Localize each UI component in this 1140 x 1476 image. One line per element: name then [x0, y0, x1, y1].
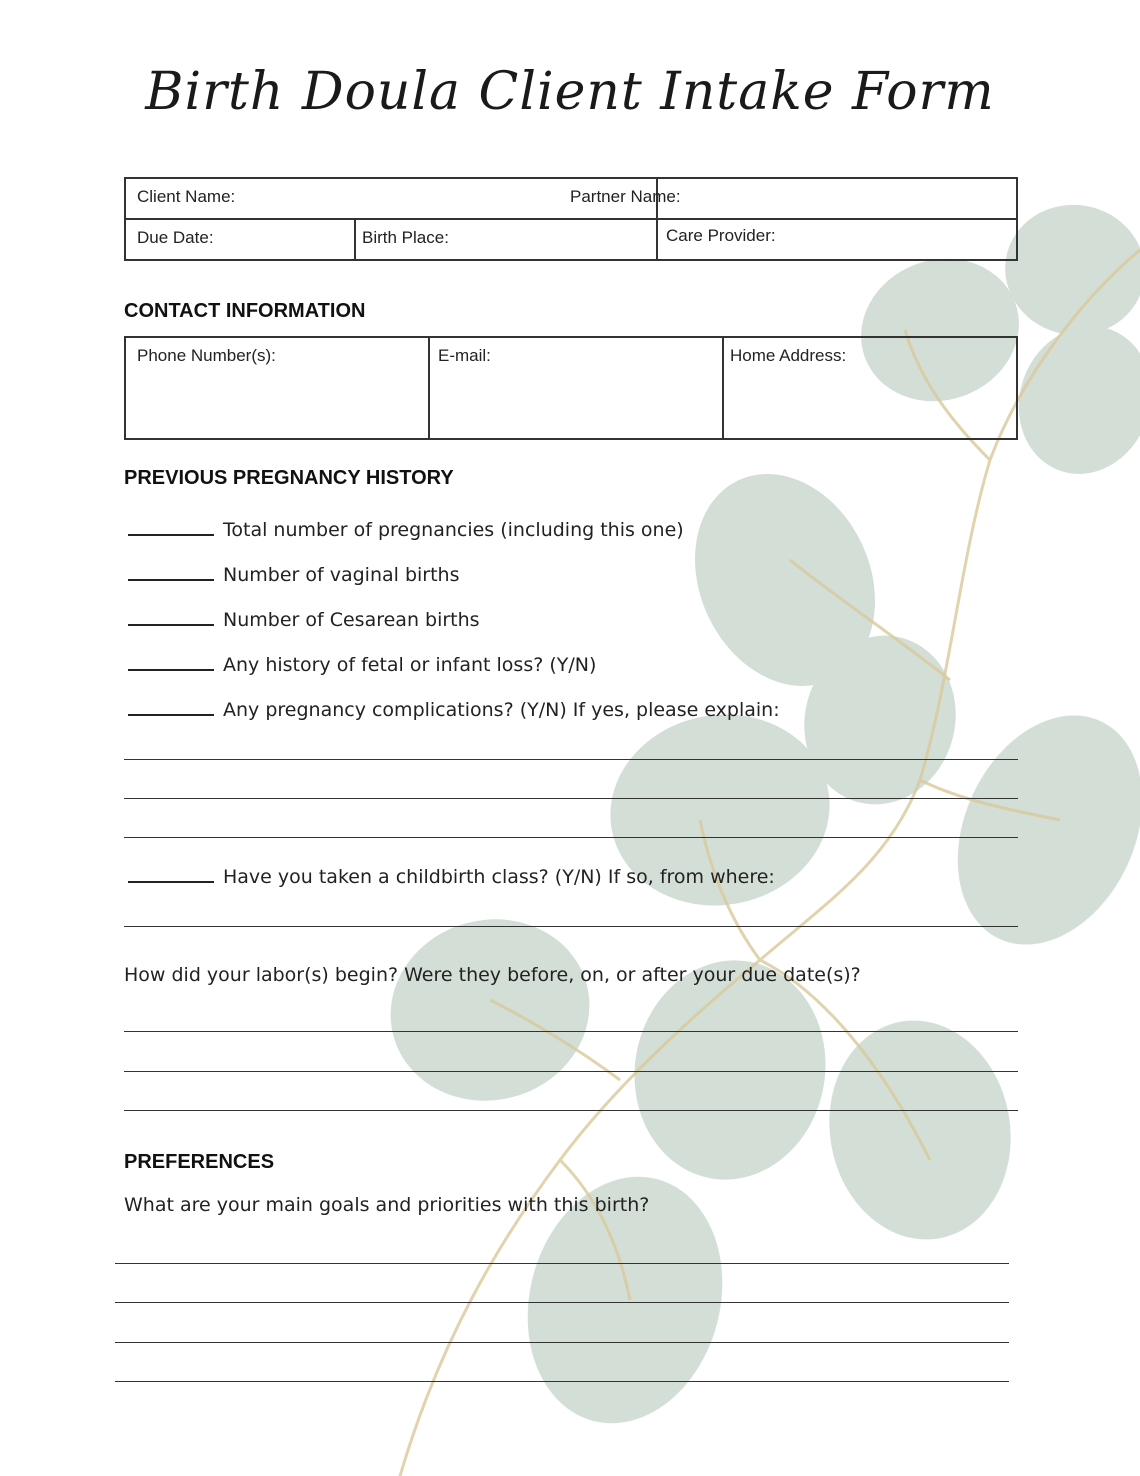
answer-line[interactable] — [124, 1110, 1018, 1111]
client-info-table — [124, 177, 1018, 261]
care-provider-field[interactable] — [657, 219, 1017, 260]
client-name-label: Client Name: — [137, 187, 236, 206]
address-label: Home Address: — [730, 346, 847, 365]
question-total-pregnancies — [128, 519, 684, 541]
labor-question: How did your labor(s) begin? Were they before, on, or after your due date(s)? — [124, 964, 861, 986]
answer-line[interactable] — [124, 1071, 1018, 1072]
question-fetal-loss — [128, 654, 596, 676]
pregnancy-history-heading: PREVIOUS PREGNANCY HISTORY — [124, 467, 454, 489]
question-childbirth-class — [128, 866, 775, 888]
answer-blank[interactable] — [128, 669, 214, 671]
question-complications — [128, 699, 780, 721]
answer-line[interactable] — [115, 1381, 1009, 1382]
contact-info-table — [124, 336, 1018, 440]
answer-blank[interactable] — [128, 534, 214, 536]
answer-line[interactable] — [115, 1263, 1009, 1264]
answer-blank[interactable] — [128, 881, 214, 883]
email-label: E-mail: — [438, 346, 491, 365]
question-text: Number of vaginal births — [223, 564, 460, 586]
answer-line[interactable] — [124, 926, 1018, 927]
page-title: Birth Doula Client Intake Form — [145, 62, 995, 122]
contact-heading: CONTACT INFORMATION — [124, 300, 366, 322]
answer-line[interactable] — [124, 798, 1018, 799]
preferences-heading: PREFERENCES — [124, 1151, 275, 1173]
birth-place-label: Birth Place: — [362, 228, 449, 247]
phone-label: Phone Number(s): — [137, 346, 276, 365]
answer-line[interactable] — [124, 1031, 1018, 1032]
answer-blank[interactable] — [128, 714, 214, 716]
answer-line[interactable] — [115, 1342, 1009, 1343]
question-text: Total number of pregnancies (including this one) — [223, 519, 684, 541]
question-text: Number of Cesarean births — [223, 609, 480, 631]
partner-name-label: Partner Name: — [570, 187, 681, 206]
phone-field[interactable] — [125, 337, 429, 439]
question-cesarean-births — [128, 609, 480, 631]
birth-place-field[interactable] — [355, 219, 657, 260]
question-text: Have you taken a childbirth class? (Y/N) If so, from where: — [223, 866, 775, 888]
due-date-label: Due Date: — [137, 228, 214, 247]
address-field[interactable] — [723, 337, 1017, 439]
care-provider-label: Care Provider: — [666, 226, 776, 245]
answer-line[interactable] — [115, 1302, 1009, 1303]
question-vaginal-births — [128, 564, 460, 586]
due-date-field[interactable] — [125, 219, 355, 260]
answer-line[interactable] — [124, 759, 1018, 760]
partner-name-field[interactable] — [570, 178, 1017, 219]
goals-question: What are your main goals and priorities with this birth? — [124, 1194, 650, 1216]
answer-blank[interactable] — [128, 624, 214, 626]
question-text: Any history of fetal or infant loss? (Y/N) — [223, 654, 597, 676]
answer-blank[interactable] — [128, 579, 214, 581]
answer-line[interactable] — [124, 837, 1018, 838]
email-field[interactable] — [429, 337, 723, 439]
question-text: Any pregnancy complications? (Y/N) If yes, please explain: — [223, 699, 780, 721]
